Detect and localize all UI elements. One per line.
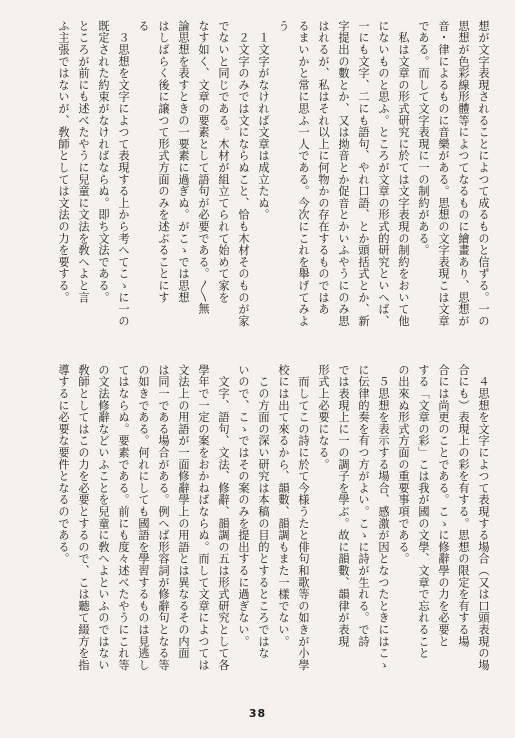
text-line: はれるが、私はそれ以上に何物かの存在するものではあ <box>317 20 330 315</box>
upper-text-block <box>15 20 493 350</box>
text-line: では表現上に一の調子を學ぶ。故に韻數、韻律が表現 <box>337 364 350 648</box>
text-line: の出來ぬ形式方面の重要事項である。 <box>397 364 410 565</box>
text-line: 思想が色彩線形體等によつてなるものに繪畫あり、思想が <box>457 20 470 327</box>
text-line: 合にも）表現上の彩を有する。思想の限定を有する場 <box>457 364 470 648</box>
text-line: の文法修辭などいふことを兒童に敎へよといふのではない <box>97 364 110 671</box>
text-line: である。而して文字表現に一の制約がある。 <box>417 20 430 256</box>
text-line: 文法上の用語が一面修辭學上の用語とは異なるその内面 <box>177 364 190 659</box>
text-line: ５思想を表示する場合、感激が因となつたときにはこゝ <box>377 364 390 671</box>
text-line: 合には尚更のことである。こゝに修辭學の力を必要と <box>437 364 450 648</box>
text-line: １文字がなければ文章は成立たぬ。 <box>257 20 270 221</box>
text-line: てはならぬ。要素である。前にも度々述べたやうにこれ等 <box>117 364 130 671</box>
text-line: は同一である場合がある。例へば形容詞が修辭句となる等 <box>157 364 170 671</box>
text-line: 導するに必要な要件となるのである。 <box>57 364 70 565</box>
text-line: にないものと思ふ。ところが文章の形式的研究といへば、 <box>377 20 390 327</box>
text-line: るまいかと常に思ふ一人である。今次にこれを舉げてみよ <box>297 20 310 327</box>
text-line: ふ主張ではないが、敎師としては文法の力を要する。 <box>57 20 70 304</box>
text-line: ２文字のみでは文にならぬこと、恰も木材そのものが家 <box>237 20 250 327</box>
text-line: でないと同じである。木材が組立てられて始めて家を <box>217 20 230 304</box>
text-line: る <box>137 20 150 32</box>
text-line: 字提出の數とか、又は拗音とか促音とかいふやうにのみ思 <box>337 20 350 327</box>
text-line: ところが前にも述べたやうに兒童に文法を敎へよと言 <box>77 20 90 304</box>
text-line: 既定された約束がなければならぬ。即ち文法である。 <box>97 20 110 304</box>
text-line: ３思想を文字によつて表現する上から考へてこゝに一の <box>117 20 130 327</box>
text-line: う <box>277 20 290 32</box>
text-line: この方面の深い研究は本稿の目的とするところではな <box>257 364 270 659</box>
text-line: に伝律的奏を有つ方がよい。こゝに詩が生れる。で詩 <box>357 364 370 648</box>
text-line: 音・律によるものに音樂がある。思想の文字表現こは文章 <box>437 20 450 327</box>
text-line: 想が文字表現されることによつて成るものと信ずる。一の <box>477 20 490 327</box>
text-line: はしばらく後に譲つて形式方面のみを述ぶることにす <box>157 20 170 304</box>
text-line: する「文章の彩」こは我が國の文學、文章で忘れること <box>417 364 430 659</box>
text-line: ４思想を文字によつて表現する場合（又は口頭表現の場 <box>477 364 490 671</box>
text-line: いので、こゝではその案のみを提出するに過ぎない。 <box>237 364 250 648</box>
text-line: 學年で一定の案をおかねばならぬ。而して文章によつては <box>197 364 210 671</box>
text-line: の如きである。何れにしても國語を學習するものは見逃し <box>137 364 150 671</box>
text-line: 論思想を表すときの一要素に過ぎぬ。がこゝでは思想 <box>177 20 190 304</box>
text-line: 校には出て來るから、韻數、韻調もまた一樣でない。 <box>277 364 290 648</box>
text-line: 私は文章の形式研究に於ては文字表現の制約をおいて他 <box>397 20 410 327</box>
text-line: 敎師としてはこの力を必要とするので、こは聽て綴方を指 <box>77 364 90 671</box>
page-number: 38 <box>248 707 267 720</box>
text-line: 形式上必要になる。 <box>317 364 330 471</box>
text-line: 一にも文字、二にも語句、やれ口語、とか頭括式とか、新 <box>357 20 370 327</box>
lower-text-block <box>15 364 493 694</box>
text-line: なす如く、文章の要素として語句が必要である。〳〵無 <box>197 20 210 315</box>
text-line: 而してこの詩に於て今様うたと俳句和歌等の如きが小學 <box>297 364 310 671</box>
text-line: 文字、語句、文法、修辭、韻調の五は形式研究として各 <box>217 364 230 671</box>
